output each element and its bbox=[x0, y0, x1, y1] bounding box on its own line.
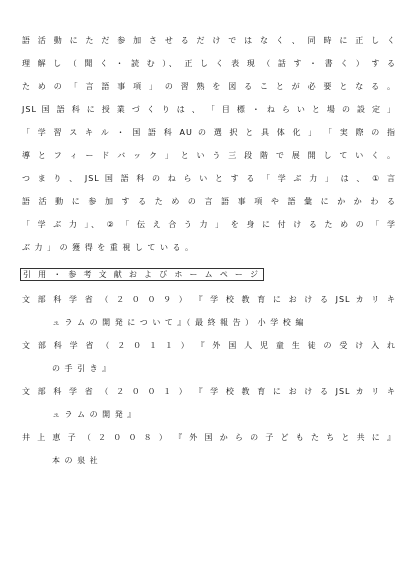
reference-line-continued: ュ ラ ム の 開 発 』 bbox=[52, 410, 137, 419]
body-line: 「 学 ぶ 力 」、 ② 「 伝 え 合 う 力 」 を 身 に 付 け る た め の 「 学 bbox=[22, 220, 396, 229]
body-line: 導 と フ ィ ー ド バ ッ ク 」 と い う 三 段 階 で 展 開 し て い く 。 bbox=[22, 151, 396, 160]
body-line: 語 活 動 に 参 加 す る た め の 言 語 事 項 や 語 彙 に か か わ る bbox=[22, 197, 396, 206]
reference-line-continued: の 手 引 き 』 bbox=[52, 364, 112, 373]
body-line: 「 学 習 ス キ ル ・ 国 語 科 AU の 選 択 と 具 体 化 」 「 実 際 の 指 bbox=[22, 128, 396, 137]
reference-line: 井 上 恵 子 （ ２ ０ ０ ８ ） 『 外 国 か ら の 子 ど も た ち と 共 に 』 bbox=[22, 433, 396, 442]
references-heading-box bbox=[20, 268, 264, 281]
reference-line: 文 部 科 学 省 （ ２ ０ ０ ９ ） 『 学 校 教 育 に お け る JSL カ リ キ bbox=[22, 295, 396, 304]
body-line: ぶ 力 」 の 獲 得 を 重 視 し て い る 。 bbox=[22, 243, 195, 252]
body-line: つ ま り 、 JSL 国 語 科 の ね ら い と す る 「 学 ぶ 力 」 は 、 ① 言 bbox=[22, 174, 396, 183]
reference-line-continued: ュ ラ ム の 開 発 に つ い て 』（ 最 終 報 告 ） 小 学 校 編 bbox=[52, 318, 305, 327]
reference-line: 文 部 科 学 省 （ ２ ０ ０ １ ） 『 学 校 教 育 に お け る JSL カ リ キ bbox=[22, 387, 396, 396]
reference-line: 文 部 科 学 省 （ ２ ０ １ １ ） 『 外 国 人 児 童 生 徒 の 受 け 入 れ bbox=[22, 341, 396, 350]
body-line: 語 活 動 に た だ 参 加 さ せ る だ け で は な く 、 同 時 に 正 し く bbox=[22, 36, 396, 45]
reference-line-continued: 本 の 泉 社 bbox=[52, 456, 99, 465]
body-line: た め の 「 言 語 事 項 」 の 習 熟 を 図 る こ と が 必 要 と な る 。 bbox=[22, 82, 396, 91]
references-heading: 引 用 ・ 参 考 文 献 お よ び ホ ー ム ペ ー ジ bbox=[23, 270, 259, 279]
body-line: 理 解 し （ 聞 く ・ 読 む ）、 正 し く 表 現 （ 話 す ・ 書 く ） す る bbox=[22, 59, 396, 68]
body-line: JSL 国 語 科 に 授 業 づ く り は 、 「 目 標 ・ ね ら い と 場 の 設 定 」 bbox=[22, 105, 396, 114]
